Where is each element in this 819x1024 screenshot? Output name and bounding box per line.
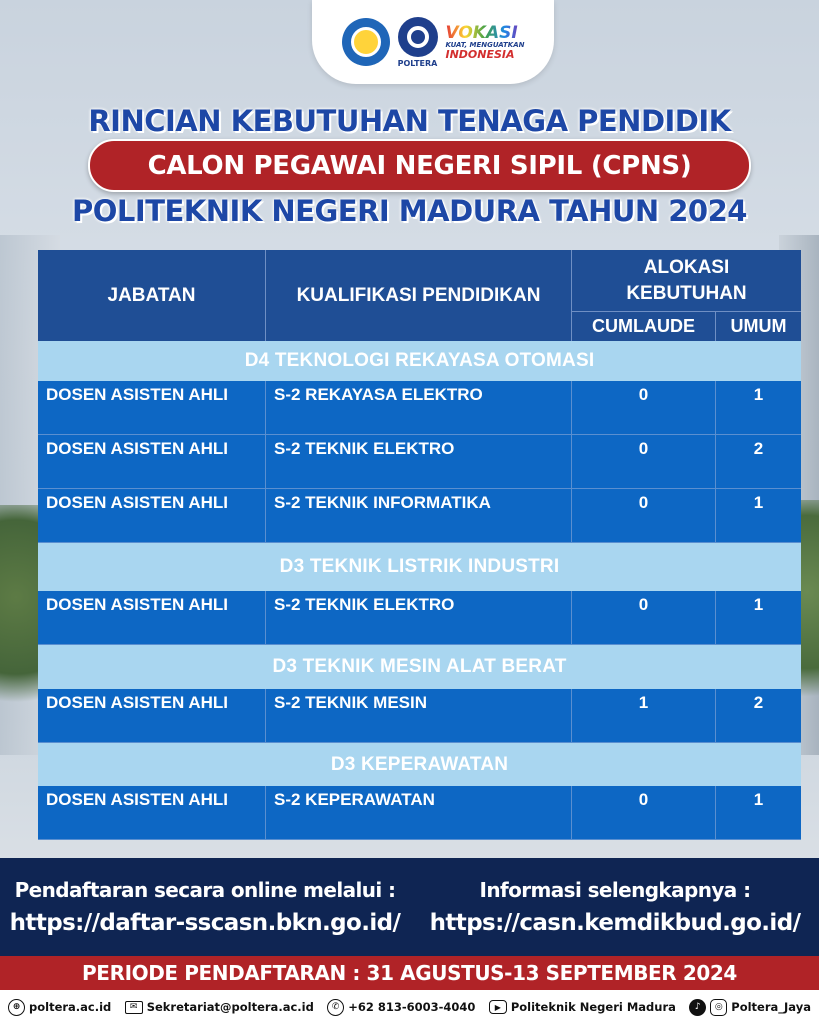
title-line-1: RINCIAN KEBUTUHAN TENAGA PENDIDIK	[88, 104, 731, 138]
section-row: D4 TEKNOLOGI REKAYASA OTOMASI	[38, 341, 801, 381]
section-row: D3 TEKNIK MESIN ALAT BERAT	[38, 645, 801, 689]
cell-umum: 2	[753, 439, 764, 458]
cell-kualifikasi: S-2 TEKNIK INFORMATIKA	[266, 489, 572, 542]
tiktok-icon: ♪	[689, 999, 706, 1016]
title-line-3: POLITEKNIK NEGERI MADURA TAHUN 2024	[72, 194, 747, 228]
cell-kualifikasi: S-2 KEPERAWATAN	[266, 786, 572, 839]
cell-jabatan: DOSEN ASISTEN AHLI	[38, 381, 266, 434]
table-row	[38, 786, 801, 840]
cell-kualifikasi: S-2 TEKNIK ELEKTRO	[266, 591, 572, 644]
contact-whatsapp-text: +62 813-6003-4040	[348, 1000, 476, 1014]
cell-jabatan: DOSEN ASISTEN AHLI	[38, 435, 266, 488]
cell-umum: 1	[753, 790, 764, 809]
cell-umum: 1	[753, 595, 764, 614]
vokasi-logo-tagline: KUAT, MENGUATKAN	[445, 40, 525, 49]
table-row	[38, 689, 801, 743]
more-info-block	[410, 858, 819, 956]
vokasi-logo-country: INDONESIA	[445, 47, 515, 61]
table-header	[38, 250, 801, 341]
cell-jabatan: DOSEN ASISTEN AHLI	[38, 786, 266, 839]
poltera-logo-label: POLTERA	[397, 58, 438, 68]
registration-online-link[interactable]: https://daftar-sscasn.bkn.go.id/	[9, 910, 401, 936]
instagram-icon: ◎	[710, 999, 727, 1016]
more-info-link[interactable]: https://casn.kemdikbud.go.id/	[429, 910, 801, 936]
header-kualifikasi: KUALIFIKASI PENDIDIKAN	[266, 250, 572, 341]
logo-card	[312, 0, 554, 84]
contact-bar	[0, 990, 819, 1024]
cell-umum: 2	[753, 693, 764, 712]
cell-jabatan: DOSEN ASISTEN AHLI	[38, 591, 266, 644]
poltera-logo	[398, 17, 438, 68]
contact-social[interactable]	[689, 999, 811, 1016]
registration-period-banner: PERIODE PENDAFTARAN : 31 AGUSTUS-13 SEPTEMBER 2024	[0, 956, 819, 990]
cell-kualifikasi: S-2 REKAYASA ELEKTRO	[266, 381, 572, 434]
cell-cumlaude: 0	[572, 435, 716, 488]
mail-icon: ✉	[125, 1001, 143, 1014]
vokasi-logo-word: VOKASI	[446, 25, 525, 42]
whatsapp-icon: ✆	[327, 999, 344, 1016]
kemdikbud-logo	[342, 18, 390, 66]
cell-cumlaude: 0	[572, 489, 716, 542]
cell-cumlaude: 0	[572, 786, 716, 839]
globe-icon: ⊕	[8, 999, 25, 1016]
header-cumlaude: CUMLAUDE	[572, 312, 716, 341]
cell-cumlaude: 1	[572, 689, 716, 742]
table-row	[38, 591, 801, 645]
contact-social-text: Poltera_Jaya	[731, 1000, 811, 1014]
registration-info-band	[0, 858, 819, 956]
section-row: D3 KEPERAWATAN	[38, 743, 801, 786]
cell-jabatan: DOSEN ASISTEN AHLI	[38, 489, 266, 542]
contact-email-text: Sekretariat@poltera.ac.id	[146, 1000, 314, 1014]
more-info-label: Informasi selengkapnya :	[479, 878, 751, 902]
cell-cumlaude: 0	[572, 591, 716, 644]
header-alokasi: ALOKASI KEBUTUHAN	[572, 250, 801, 312]
cell-cumlaude: 0	[572, 381, 716, 434]
title-line-2: CALON PEGAWAI NEGERI SIPIL (CPNS)	[147, 150, 692, 181]
vokasi-logo	[445, 22, 525, 61]
background-tree-left	[0, 505, 40, 735]
cell-kualifikasi: S-2 TEKNIK ELEKTRO	[266, 435, 572, 488]
table-row	[38, 489, 801, 543]
contact-email[interactable]	[125, 1000, 314, 1014]
cell-umum: 1	[753, 493, 764, 512]
header-umum: UMUM	[730, 316, 787, 337]
contact-whatsapp[interactable]	[327, 999, 475, 1016]
requirements-table	[38, 250, 801, 840]
contact-youtube[interactable]	[489, 1000, 676, 1014]
title-banner	[88, 139, 751, 192]
cell-umum: 1	[753, 385, 764, 404]
registration-online-block	[0, 858, 410, 956]
contact-website-text: poltera.ac.id	[29, 1000, 112, 1014]
cell-jabatan: DOSEN ASISTEN AHLI	[38, 689, 266, 742]
contact-youtube-text: Politeknik Negeri Madura	[510, 1000, 676, 1014]
contact-website[interactable]	[8, 999, 111, 1016]
table-row	[38, 435, 801, 489]
youtube-icon: ▶	[489, 1000, 507, 1014]
registration-online-label: Pendaftaran secara online melalui :	[14, 878, 396, 902]
section-row: D3 TEKNIK LISTRIK INDUSTRI	[38, 543, 801, 591]
header-jabatan: JABATAN	[38, 250, 266, 341]
cell-kualifikasi: S-2 TEKNIK MESIN	[266, 689, 572, 742]
table-row	[38, 381, 801, 435]
